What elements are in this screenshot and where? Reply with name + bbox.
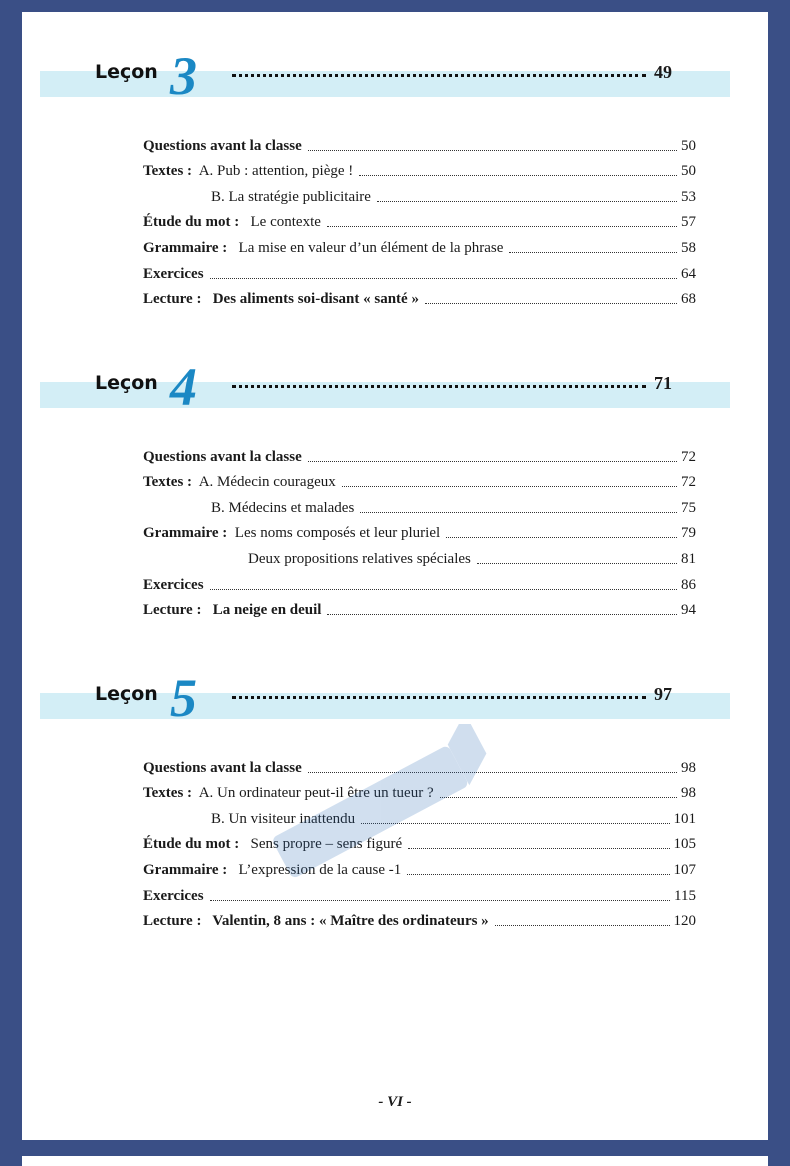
dot-leader	[342, 486, 677, 487]
lesson-number: 4	[170, 357, 197, 417]
entry-label: Textes :	[143, 785, 193, 802]
toc-entry[interactable]	[143, 129, 696, 155]
entry-page: 68	[681, 291, 696, 308]
lesson-page-number: 49	[654, 62, 672, 82]
dot-leader	[360, 512, 677, 513]
toc-entry[interactable]	[143, 542, 696, 568]
toc-entry[interactable]	[143, 879, 696, 905]
toc-entry[interactable]	[143, 517, 696, 543]
toc-entry[interactable]	[143, 751, 696, 777]
entry-text: B. La stratégie publicitaire	[211, 188, 371, 205]
dot-leader	[210, 589, 677, 590]
dot-leader	[232, 696, 646, 699]
dot-leader	[232, 385, 646, 388]
entry-text: L’expression de la cause -1	[227, 861, 402, 878]
toc-entry[interactable]	[143, 155, 696, 181]
entry-label: Exercices	[143, 265, 204, 282]
entry-text: A. Un ordinateur peut-il être un tueur ?	[192, 785, 434, 802]
toc-entries-3	[143, 129, 696, 308]
entry-page: 120	[673, 913, 696, 930]
entry-label: Questions avant la classe	[143, 448, 302, 465]
entry-page: 81	[681, 550, 696, 567]
entry-label: Questions avant la classe	[143, 137, 302, 154]
lesson-leader	[232, 61, 672, 83]
lesson-page-number: 71	[654, 373, 672, 393]
toc-entry[interactable]	[143, 853, 696, 879]
entry-label: Grammaire :	[143, 239, 228, 256]
entry-page: 86	[681, 576, 696, 593]
entry-label: Étude du mot :	[143, 836, 240, 853]
entry-page: 72	[681, 474, 696, 491]
dot-leader	[509, 252, 677, 253]
dot-leader	[308, 461, 677, 462]
entry-page: 50	[681, 137, 696, 154]
dot-leader	[210, 900, 671, 901]
entry-label: Exercices	[143, 576, 204, 593]
toc-entry[interactable]	[143, 257, 696, 283]
dot-leader	[407, 874, 669, 875]
lesson-leader	[232, 372, 672, 394]
entry-label: Grammaire :	[143, 861, 228, 878]
next-page-edge	[22, 1156, 768, 1166]
toc-entries-4	[143, 440, 696, 619]
entry-text: Valentin, 8 ans : « Maître des ordinateurs »	[201, 913, 489, 930]
dot-leader	[440, 797, 677, 798]
entry-text: Deux propositions relatives spéciales	[248, 550, 471, 567]
entry-text: La mise en valeur d’un élément de la phrase	[227, 239, 504, 256]
entry-page: 57	[681, 214, 696, 231]
toc-entry[interactable]	[143, 231, 696, 257]
lesson-number: 5	[170, 668, 197, 728]
entry-page: 115	[674, 887, 696, 904]
entry-label: Lecture :	[143, 602, 202, 619]
entry-page: 72	[681, 448, 696, 465]
lesson-number: 3	[170, 46, 197, 106]
toc-entry[interactable]	[143, 594, 696, 620]
dot-leader	[327, 614, 677, 615]
dot-leader	[446, 537, 677, 538]
entry-text: Le contexte	[239, 214, 321, 231]
toc-entry[interactable]	[143, 283, 696, 309]
entry-text: La neige en deuil	[201, 602, 322, 619]
entry-page: 64	[681, 265, 696, 282]
entry-label: Questions avant la classe	[143, 759, 302, 776]
dot-leader	[408, 848, 669, 849]
lesson-word: Leçon	[95, 372, 158, 394]
entry-label: Textes :	[143, 163, 193, 180]
entry-label: Lecture :	[143, 913, 202, 930]
entry-page: 53	[681, 188, 696, 205]
dot-leader	[477, 563, 677, 564]
entry-text: Les noms composés et leur pluriel	[227, 525, 441, 542]
entry-page: 98	[681, 785, 696, 802]
toc-entries-5	[143, 751, 696, 930]
lesson-page-number: 97	[654, 684, 672, 704]
entry-page: 105	[673, 836, 696, 853]
dot-leader	[359, 175, 677, 176]
entry-page: 79	[681, 525, 696, 542]
toc-entry[interactable]	[143, 440, 696, 466]
dot-leader	[425, 303, 677, 304]
toc-entry[interactable]	[143, 206, 696, 232]
toc-entry[interactable]	[143, 491, 696, 517]
entry-text: A. Pub : attention, piège !	[192, 163, 354, 180]
dot-leader	[308, 150, 677, 151]
entry-label: Exercices	[143, 887, 204, 904]
entry-label: Textes :	[143, 474, 193, 491]
toc-entry[interactable]	[143, 905, 696, 931]
toc-entry[interactable]	[143, 777, 696, 803]
entry-text: Sens propre – sens figuré	[239, 836, 403, 853]
toc-entry[interactable]	[143, 802, 696, 828]
page-footer: - VI -	[378, 1094, 412, 1110]
lesson-word: Leçon	[95, 683, 158, 705]
entry-page: 58	[681, 239, 696, 256]
entry-page: 94	[681, 602, 696, 619]
dot-leader	[232, 74, 646, 77]
entry-text: Des aliments soi-disant « santé »	[201, 291, 419, 308]
dot-leader	[377, 201, 677, 202]
entry-page: 75	[681, 499, 696, 516]
entry-page: 101	[673, 810, 696, 827]
dot-leader	[308, 772, 677, 773]
entry-label: Étude du mot :	[143, 214, 240, 231]
entry-page: 50	[681, 163, 696, 180]
entry-text: B. Médecins et malades	[211, 499, 355, 516]
entry-page: 107	[673, 861, 696, 878]
lesson-leader	[232, 683, 672, 705]
lesson-word: Leçon	[95, 61, 158, 83]
document-page	[22, 12, 768, 1140]
toc-entry[interactable]	[143, 466, 696, 492]
toc-entry[interactable]	[143, 568, 696, 594]
entry-text: B. Un visiteur inattendu	[211, 810, 356, 827]
entry-label: Lecture :	[143, 291, 202, 308]
lesson-heading-5	[22, 641, 768, 761]
lesson-heading-3	[22, 19, 768, 139]
entry-text: A. Médecin courageux	[192, 474, 336, 491]
dot-leader	[361, 823, 669, 824]
toc-entry[interactable]	[143, 828, 696, 854]
entry-page: 98	[681, 759, 696, 776]
entry-label: Grammaire :	[143, 525, 228, 542]
dot-leader	[210, 278, 677, 279]
toc-entry[interactable]	[143, 180, 696, 206]
lesson-heading-4	[22, 330, 768, 450]
dot-leader	[327, 226, 677, 227]
dot-leader	[495, 925, 670, 926]
